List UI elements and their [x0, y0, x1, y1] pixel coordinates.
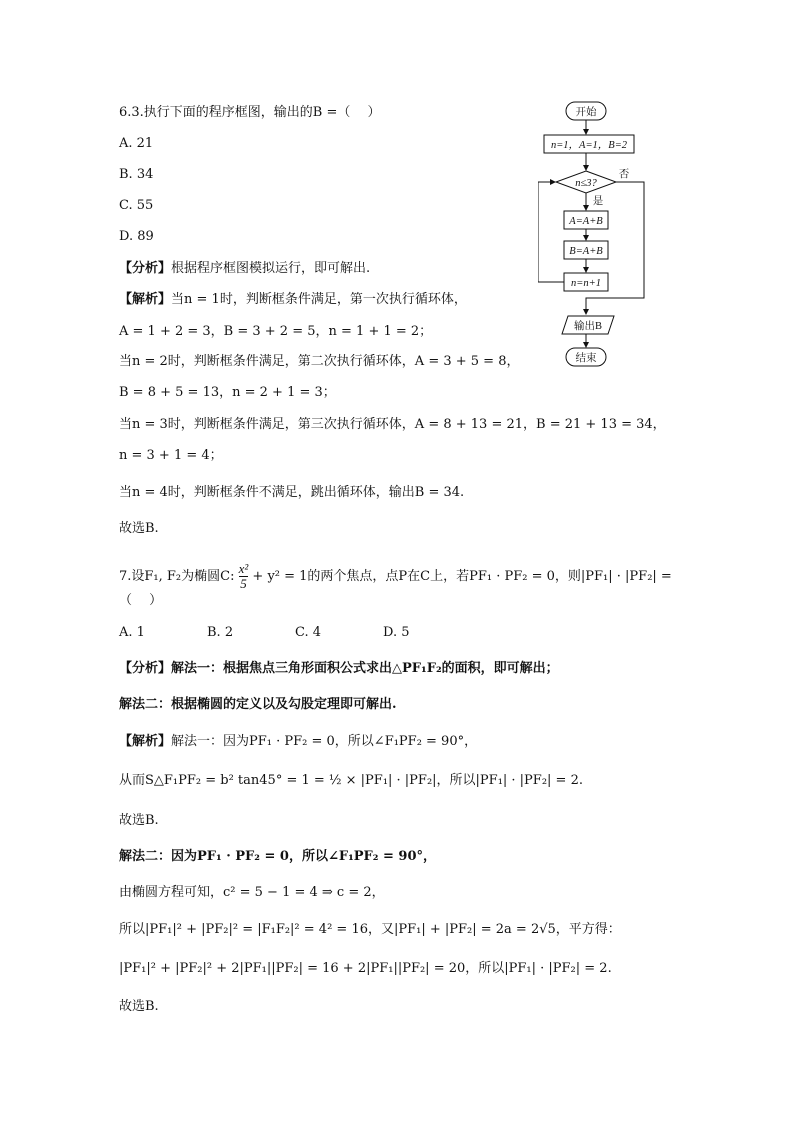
q6-option-b: B. 34 [119, 167, 154, 182]
q7-stem-a: 7.设F₁, F₂为椭圆C: [119, 569, 235, 584]
step-n-text: n=n+1 [571, 278, 601, 289]
q6-solution-line-7: 当n = 4时，判断框条件不满足，跳出循环体，输出B = 34. [119, 485, 465, 500]
analysis-label: 【分析】 [119, 261, 172, 276]
start-text: 开始 [575, 107, 597, 118]
q7-answer-1: 故选B. [119, 813, 159, 828]
step-b-text: B=A+B [569, 246, 603, 257]
loop-back-line [538, 182, 564, 282]
yes-label: 是 [592, 196, 604, 207]
q7-analysis-1 [119, 660, 559, 678]
q6-solution-line-4: B = 8 + 5 = 13，n = 2 + 1 = 3； [119, 385, 336, 400]
q6-solution-line-2: A = 1 + 2 = 3，B = 3 + 2 = 5，n = 1 + 1 = 2； [119, 324, 433, 339]
solution-text: 解法一：因为PF₁ · PF₂ = 0，所以∠F₁PF₂ = 90°， [171, 734, 478, 749]
q6-solution-line-6: n = 3 + 1 = 4； [119, 448, 223, 463]
q7-option-c: C. 4 [295, 625, 322, 640]
output-text: 输出B [573, 321, 603, 332]
q7-option-d: D. 5 [383, 625, 410, 640]
q7-options [119, 624, 471, 642]
q7-solution-1a [119, 733, 477, 751]
q7-solution-2d: |PF₁|² + |PF₂|² + 2|PF₁||PF₂| = 16 + 2|PF₁||PF₂| = 20，所以|PF₁| · |PF₂| = 2. [119, 961, 612, 976]
q7-fraction [239, 562, 249, 591]
analysis-text-1: 解法一：根据焦点三角形面积公式求出△PF₁F₂的面积，即可解出； [171, 661, 559, 676]
step-a-text: A=A+B [569, 216, 603, 227]
q6-option-c: C. 55 [119, 198, 154, 213]
q6-solution-line-1 [119, 291, 467, 309]
no-label: 否 [618, 169, 630, 180]
solution-label: 【解析】 [119, 734, 172, 749]
q7-option-b: B. 2 [207, 625, 234, 640]
fraction-numerator: x² [238, 561, 249, 576]
q6-answer: 故选B. [119, 521, 159, 536]
q6-solution-line-5: 当n = 3时，判断框条件满足，第三次执行循环体，A = 8 + 13 = 21，B = 21 + 13 = 34， [119, 417, 666, 432]
init-text: n=1，A=1，B=2 [550, 140, 628, 151]
q7-answer-2: 故选B. [119, 999, 159, 1014]
fraction-denominator: 5 [240, 576, 247, 591]
q6-option-a: A. 21 [119, 136, 154, 151]
condition-text: n≤3? [575, 178, 597, 189]
solution-text: 当n = 1时，判断框条件满足，第一次执行循环体， [171, 292, 467, 307]
q7-stem-b: + y² = 1的两个焦点，点P在C上，若PF₁ · PF₂ = 0，则|PF₁| · |PF₂| = [252, 569, 672, 584]
q7-paren: （ ） [119, 593, 163, 608]
analysis-text: 根据程序框图模拟运行，即可解出. [171, 261, 371, 276]
q6-analysis [119, 260, 370, 278]
solution-label: 【解析】 [119, 292, 172, 307]
program-flowchart [538, 98, 688, 370]
q7-solution-2c: 所以|PF₁|² + |PF₂|² = |F₁F₂|² = 4² = 16，又|PF₁| + |PF₂| = 2a = 2√5，平方得： [119, 922, 621, 937]
q7-solution-2a: 解法二：因为PF₁ · PF₂ = 0，所以∠F₁PF₂ = 90°， [119, 849, 437, 864]
q6-option-d: D. 89 [119, 229, 154, 244]
end-text: 结束 [575, 353, 597, 364]
q6-solution-line-3: 当n = 2时，判断框条件满足，第二次执行循环体，A = 3 + 5 = 8， [119, 354, 520, 369]
q7-solution-2b: 由椭圆方程可知，c² = 5 − 1 = 4 ⇒ c = 2， [119, 885, 385, 900]
q6-stem: 6.3.执行下面的程序框图，输出的B =（ ） [119, 105, 381, 120]
q7-analysis-2: 解法二：根据椭圆的定义以及勾股定理即可解出. [119, 697, 397, 712]
analysis-label: 【分析】 [119, 661, 172, 676]
q7-stem [119, 562, 672, 591]
q7-option-a: A. 1 [119, 625, 145, 640]
q7-solution-1b: 从而S△F₁PF₂ = b² tan45° = 1 = ½ × |PF₁| · |PF₂|，所以|PF₁| · |PF₂| = 2. [119, 773, 583, 788]
